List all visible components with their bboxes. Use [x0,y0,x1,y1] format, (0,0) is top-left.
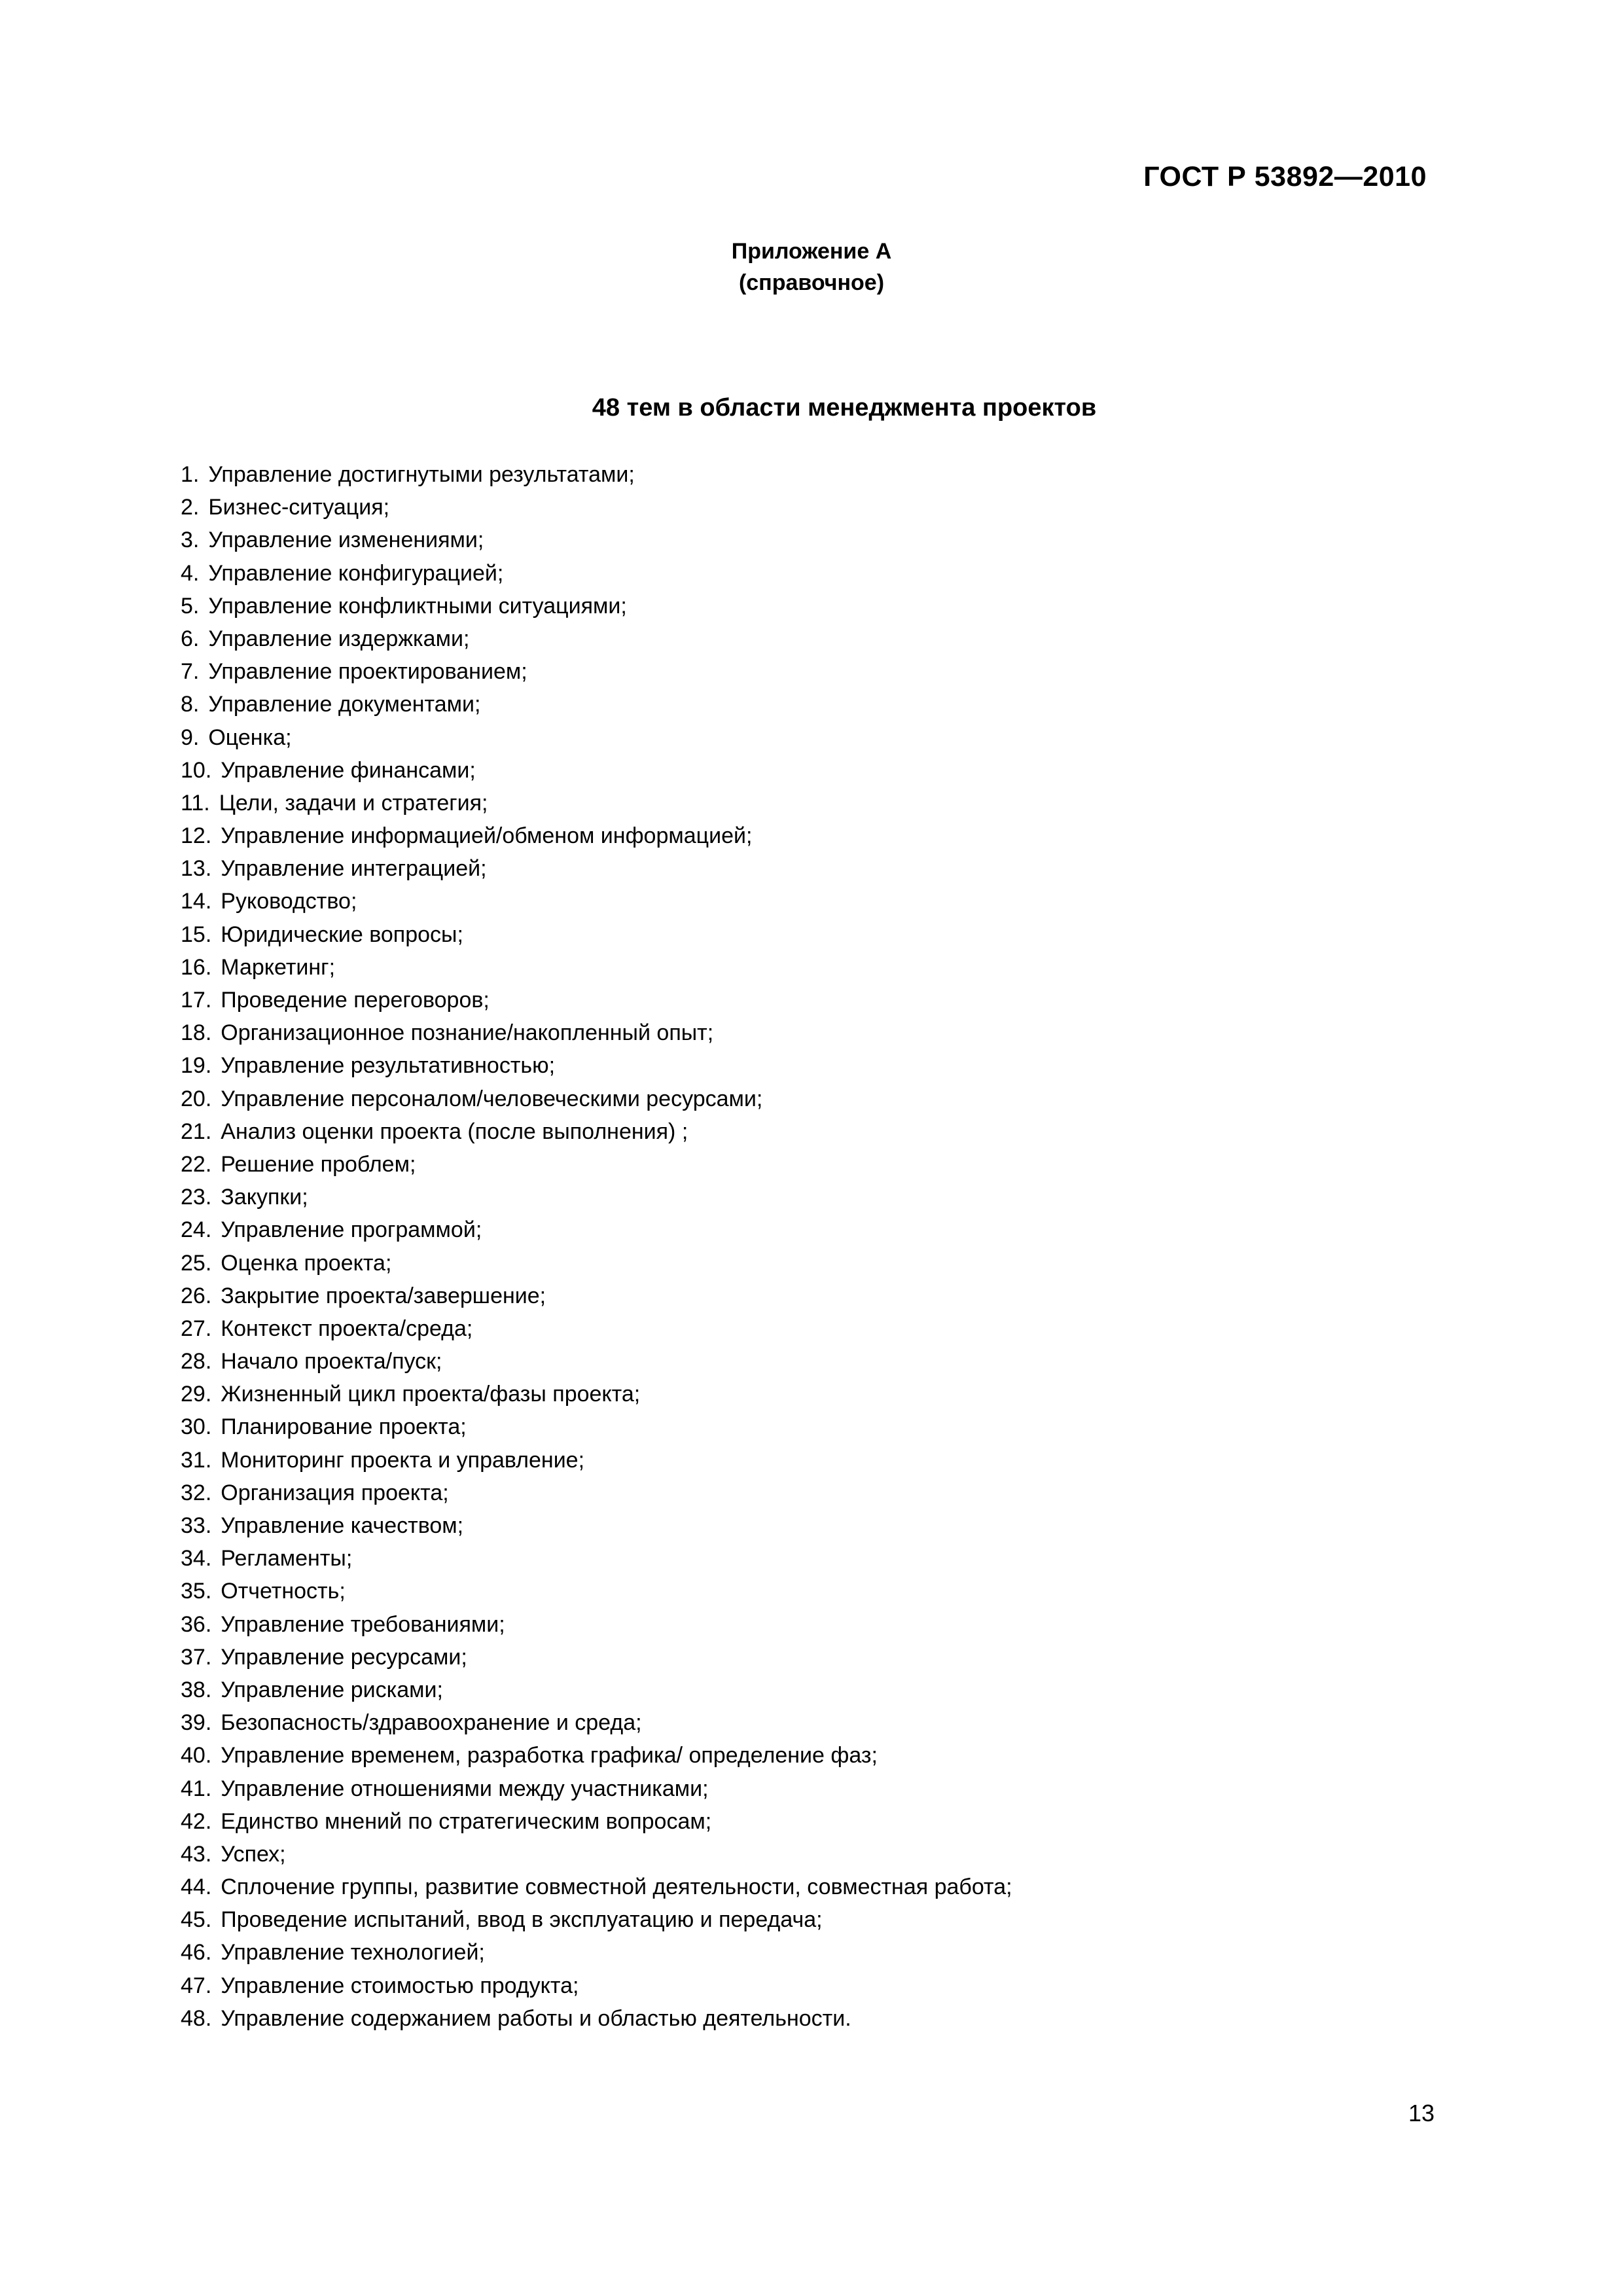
list-item-number: 41. [181,1776,212,1801]
list-item-number: 25. [181,1250,212,1276]
list-item-text: Управление технологией; [221,1940,485,1965]
list-item-text: Регламенты; [221,1546,353,1571]
list-item [181,1838,1457,1871]
list-item [181,622,1457,655]
list-item-number: 5. [181,593,200,619]
list-item-text: Жизненный цикл проекта/фазы проекта; [221,1382,641,1407]
list-item-text: Цели, задачи и стратегия; [219,790,488,816]
appendix-heading [0,236,1623,298]
list-item [181,721,1457,754]
list-item-number: 32. [181,1480,212,1505]
list-item-number: 1. [181,462,200,487]
list-item-text: Управление стоимостью продукта; [221,1973,579,1998]
list-item-text: Маркетинг; [221,954,336,980]
list-item-number: 36. [181,1611,212,1637]
page-number: 13 [1408,2100,1435,2126]
list-item [181,885,1457,918]
list-item-text: Управление достигнутыми результатами; [208,462,635,487]
appendix-subtitle: (справочное) [738,270,885,295]
list-item [181,1641,1457,1674]
list-item-number: 2. [181,495,200,520]
list-item [181,1083,1457,1115]
list-item-number: 46. [181,1940,212,1965]
list-item-text: Проведение переговоров; [221,988,490,1013]
list-item-number: 37. [181,1644,212,1670]
list-item-text: Решение проблем; [221,1151,416,1177]
list-item [181,1280,1457,1312]
section-title: 48 тем в области менеджмента проектов [592,394,1097,422]
list-item [181,1903,1457,1936]
list-item-number: 38. [181,1677,212,1702]
list-item-number: 28. [181,1349,212,1374]
list-item-text: Руководство; [221,889,357,914]
list-item-number: 9. [181,725,200,750]
list-item-text: Управление программой; [221,1217,482,1243]
list-item [181,1312,1457,1345]
list-item-text: Управление ресурсами; [221,1644,467,1670]
list-item-number: 15. [181,922,212,947]
list-item-text: Управление интеграцией; [221,856,487,882]
list-item [181,1410,1457,1443]
list-item-text: Управление конфликтными ситуациями; [208,593,627,619]
appendix-title: Приложение А [731,239,892,264]
list-item [181,918,1457,951]
list-item [181,458,1457,491]
list-item-text: Управление конфигурацией; [208,560,504,586]
list-item-number: 42. [181,1808,212,1834]
list-item-text: Мониторинг проекта и управление; [221,1447,585,1473]
list-item-text: Проведение испытаний, ввод в эксплуатацию и передача; [221,1907,823,1933]
list-item-text: Оценка проекта; [221,1250,392,1276]
list-item [181,852,1457,885]
list-item-text: Управление изменениями; [208,528,484,553]
list-item-number: 40. [181,1743,212,1768]
list-item-text: Управление персоналом/человеческими ресурсами; [221,1086,763,1111]
list-item-text: Управление информацией/обменом информацией; [221,823,753,849]
list-item [181,1016,1457,1049]
list-item-number: 16. [181,954,212,980]
list-item-number: 12. [181,823,212,849]
list-item [181,1739,1457,1772]
list-item [181,2002,1457,2035]
list-item-text: Юридические вопросы; [221,922,463,947]
list-item [181,1477,1457,1509]
list-item-text: Управление отношениями между участниками; [221,1776,709,1801]
document-code: ГОСТ Р 53892—2010 [1143,161,1427,192]
list-item-number: 34. [181,1546,212,1571]
list-item [181,787,1457,819]
list-item [181,951,1457,984]
list-item-number: 31. [181,1447,212,1473]
list-item-text: Безопасность/здравоохранение и среда; [221,1710,642,1736]
list-item-number: 6. [181,626,200,651]
list-item-text: Управление временем, разработка графика/ определение фаз; [221,1743,878,1768]
list-item [181,1247,1457,1280]
list-item-text: Управление содержанием работы и областью деятельности. [221,2005,851,2031]
list-item-number: 45. [181,1907,212,1933]
list-item-text: Закупки; [221,1185,308,1210]
list-item-text: Управление документами; [208,692,481,717]
list-item [181,984,1457,1016]
list-item-number: 7. [181,659,200,685]
list-item [181,524,1457,556]
list-item-text: Управление рисками; [221,1677,443,1702]
list-item [181,590,1457,622]
list-item-text: Управление требованиями; [221,1611,505,1637]
list-item [181,688,1457,721]
list-item-text: Единство мнений по стратегическим вопросам; [221,1808,712,1834]
list-item-number: 23. [181,1185,212,1210]
list-item-text: Анализ оценки проекта (после выполнения) ; [221,1119,688,1144]
list-item-text: Контекст проекта/среда; [221,1316,473,1341]
list-item-number: 39. [181,1710,212,1736]
list-item-text: Управление финансами; [221,757,476,783]
list-item-text: Закрытие проекта/завершение; [221,1283,546,1308]
list-item [181,491,1457,524]
list-item [181,1805,1457,1838]
list-item-text: Управление издержками; [208,626,470,651]
list-item [181,1871,1457,1903]
list-item-text: Организация проекта; [221,1480,449,1505]
list-item-number: 21. [181,1119,212,1144]
list-item-text: Управление проектированием; [208,659,527,685]
list-item [181,819,1457,852]
list-item [181,1772,1457,1805]
list-item-number: 29. [181,1382,212,1407]
list-item [181,1115,1457,1148]
list-item [181,1378,1457,1410]
list-item-number: 35. [181,1579,212,1604]
list-item-number: 43. [181,1841,212,1867]
list-item [181,1181,1457,1213]
list-item-number: 44. [181,1874,212,1900]
list-item-number: 20. [181,1086,212,1111]
list-item-text: Бизнес-ситуация; [208,495,390,520]
list-item-number: 19. [181,1053,212,1079]
list-item-number: 8. [181,692,200,717]
list-item-text: Сплочение группы, развитие совместной деятельности, совместная работа; [221,1874,1012,1900]
list-item [181,1542,1457,1575]
list-item-number: 4. [181,560,200,586]
list-item [181,1706,1457,1739]
list-item [181,1509,1457,1542]
list-item-text: Оценка; [208,725,292,750]
list-item [181,1213,1457,1246]
list-item [181,1148,1457,1181]
list-item-number: 27. [181,1316,212,1341]
list-item-number: 26. [181,1283,212,1308]
list-item-text: Планирование проекта; [221,1414,467,1440]
list-item-number: 18. [181,1020,212,1046]
list-item-number: 10. [181,757,212,783]
list-item-number: 3. [181,528,200,553]
list-item-number: 14. [181,889,212,914]
list-item-number: 30. [181,1414,212,1440]
list-item [181,1969,1457,2002]
list-item-text: Успех; [221,1841,286,1867]
list-item [181,1936,1457,1969]
list-item [181,1674,1457,1706]
list-item-text: Организационное познание/накопленный опыт; [221,1020,714,1046]
list-item [181,1345,1457,1378]
list-item-text: Управление результативностью; [221,1053,556,1079]
list-item [181,1444,1457,1477]
list-item [181,557,1457,590]
list-item-number: 17. [181,988,212,1013]
list-item-text: Отчетность; [221,1579,346,1604]
list-item [181,754,1457,787]
list-item [181,1049,1457,1082]
list-item-number: 24. [181,1217,212,1243]
list-item-number: 11. [181,790,210,816]
list-item-text: Начало проекта/пуск; [221,1349,442,1374]
list-item-text: Управление качеством; [221,1513,464,1538]
list-item [181,1608,1457,1641]
list-item-number: 13. [181,856,212,882]
list-item-number: 22. [181,1151,212,1177]
list-item [181,655,1457,688]
topics-list [181,458,1457,2035]
list-item-number: 48. [181,2005,212,2031]
list-item [181,1575,1457,1607]
list-item-number: 33. [181,1513,212,1538]
list-item-number: 47. [181,1973,212,1998]
